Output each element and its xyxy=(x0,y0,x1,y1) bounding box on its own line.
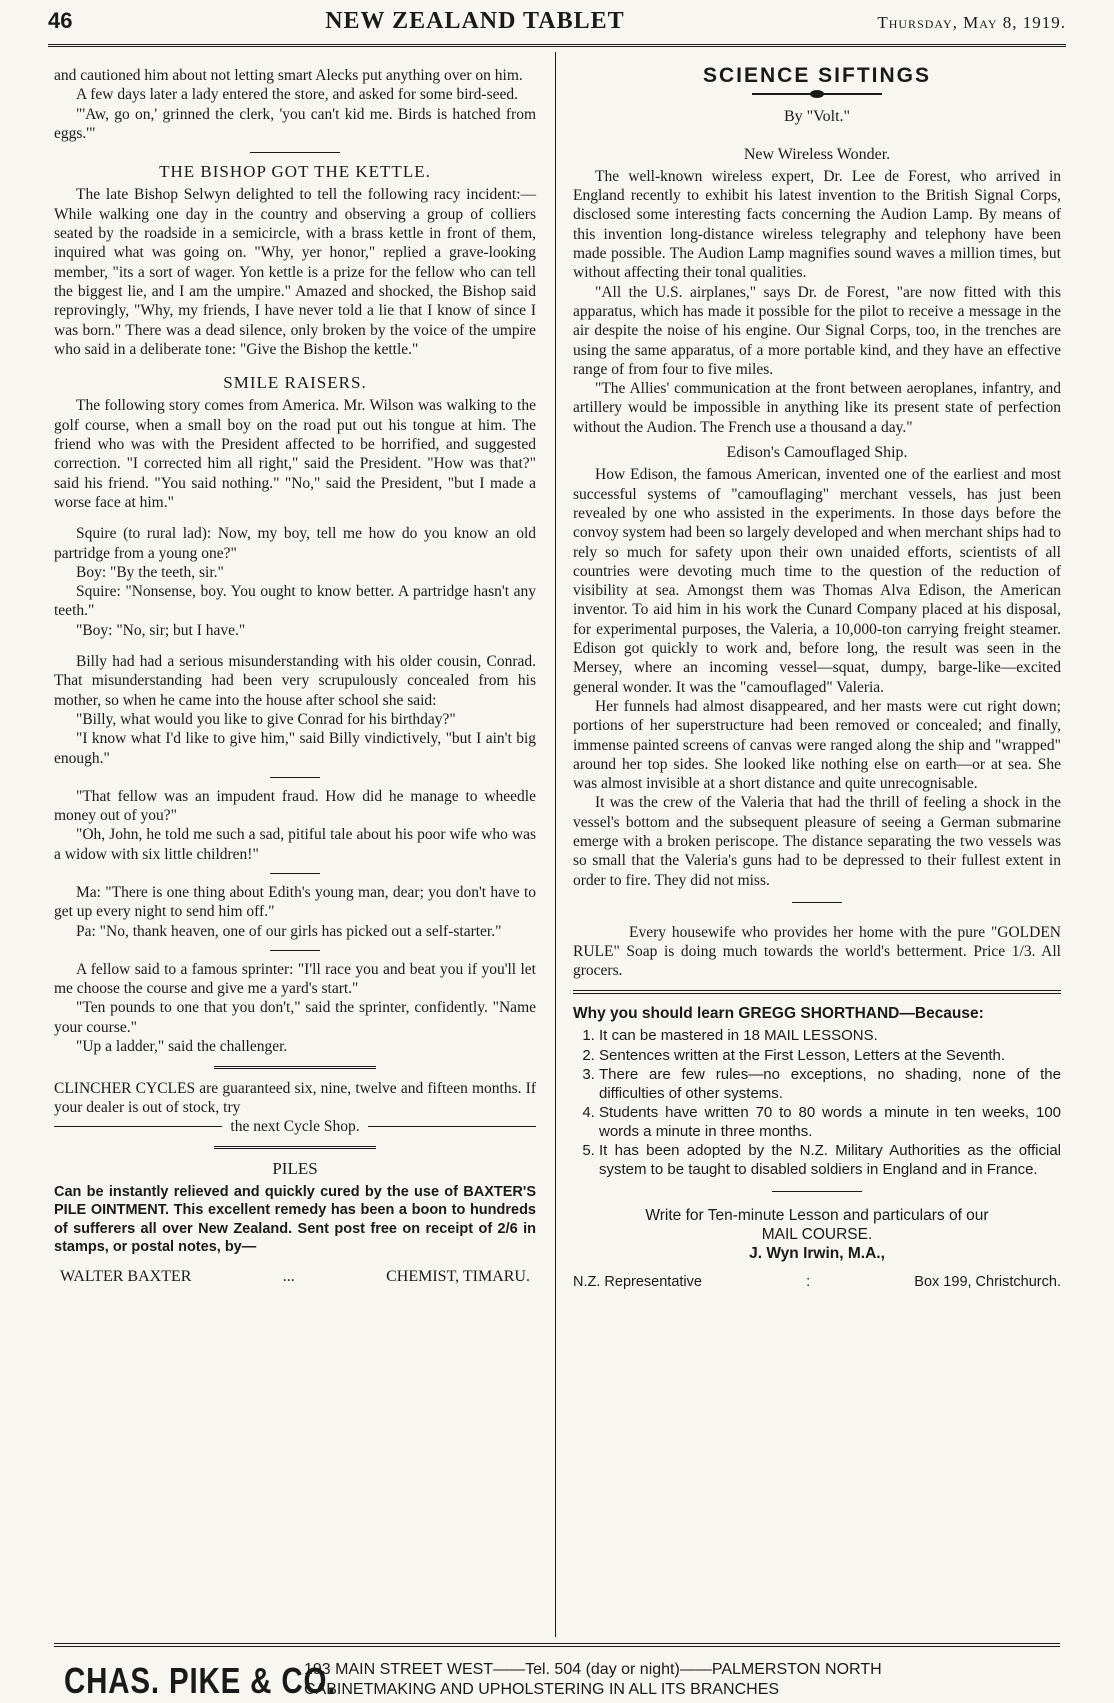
clincher-ad: CLINCHER CYCLES are guaranteed six, nine, twelve and fifteen months. If your dealer is out of stock, try xyxy=(54,1080,536,1117)
squire-line: "Boy: "No, sir; but I have." xyxy=(76,621,246,639)
list-item: 1. It can be mastered in 18 MAIL LESSONS. xyxy=(599,1027,1061,1046)
representative-name: J. Wyn Irwin, M.A., xyxy=(749,1245,885,1263)
sprinter-story: "Ten pounds to one that you don't," said the sprinter, confidently. "Name your course." xyxy=(54,999,536,1036)
divider xyxy=(214,1146,376,1149)
wireless-paragraph: "All the U.S. airplanes," says Dr. de Forest, "are now fitted with this apparatus, which has made it possible for the pilot to receive a message in the air despite the noise of his engine. Our Signal Corps, too, in the trenches are using the same apparatus, of a more portable kind, and they have an effective range of from four to five miles. xyxy=(573,283,1061,378)
representative-address: Box 199, Christchurch. xyxy=(914,1274,1061,1291)
column-divider xyxy=(555,52,556,1637)
ma-pa-story: Pa: "No, thank heaven, one of our girls has picked out a self-starter." xyxy=(76,922,502,940)
squire-line: Squire (to rural lad): Now, my boy, tell me how do you know an old partridge from a young one?" xyxy=(54,525,536,562)
footer-services: CABINETMAKING AND UPHOLSTERING IN ALL ITS BRANCHES xyxy=(304,1681,780,1698)
publication-title: NEW ZEALAND TABLET xyxy=(325,8,625,34)
baxter-signature xyxy=(54,1267,536,1286)
chas-pike-logo: CHAS. PIKE & CO. xyxy=(64,1660,337,1701)
list-item: 2. Sentences written at the First Lesson, Letters at the Seventh. xyxy=(599,1047,1061,1066)
footer-rule xyxy=(54,1643,1060,1647)
sprinter-story: "Up a ladder," said the challenger. xyxy=(76,1038,288,1056)
squire-line: Squire: "Nonsense, boy. You ought to know better. A partridge hasn't any teeth." xyxy=(54,583,536,620)
divider xyxy=(772,1191,862,1192)
gregg-heading: Why you should learn GREGG SHORTHAND—Because: xyxy=(573,1004,984,1022)
divider xyxy=(270,777,320,778)
list-item: 4. Students have written 70 to 80 words a minute in ten weeks, 100 words a minute in three months. xyxy=(599,1104,1061,1141)
billy-story: Billy had had a serious misunderstanding with his older cousin, Conrad. That misunderstanding had been very scrupulously concealed from his mother, so when he came into the house after school she said: xyxy=(54,653,536,709)
billy-story: "I know what I'd like to give him," said Billy vindictively, "but I ain't big enough." xyxy=(54,730,536,767)
page-number: 46 xyxy=(48,8,73,33)
right-column xyxy=(573,66,1061,1292)
wireless-heading: New Wireless Wonder. xyxy=(743,145,891,163)
intro-paragraph: and cautioned him about not letting smart Alecks put anything over on him. xyxy=(54,67,523,84)
baxter-place: CHEMIST, TIMARU. xyxy=(386,1267,530,1285)
representative-label: N.Z. Representative xyxy=(573,1274,702,1291)
left-column xyxy=(54,66,536,1286)
edison-heading: Edison's Camouflaged Ship. xyxy=(726,444,908,462)
divider xyxy=(792,902,842,903)
baxter-separator: ... xyxy=(282,1267,295,1285)
divider xyxy=(214,1066,376,1069)
edison-paragraph: Her funnels had almost disappeared, and her masts were cut right down; portions of her superstructure had been removed or concealed; and finally, immense painted screens of canvas were ranged along the ship and "wrapped" around her top sides. She looked like nothing else on earth—or at sea. She was almost invisible at a short distance and quite unrecognisable. xyxy=(573,697,1061,793)
sprinter-story: A fellow said to a famous sprinter: "I'll race you and beat you if you'll let me choose the course and give me a yard's start." xyxy=(54,960,536,998)
list-item: 5. It has been adopted by the N.Z. Military Authorities as the official system to be taught to disabled soldiers in England and in France. xyxy=(599,1142,1061,1179)
wireless-paragraph: The well-known wireless expert, Dr. Lee de Forest, who arrived in England recently to exhibit his latest invention to the British Signal Corps, disclosed some interesting facts concerning the Audion Lamp. By means of this invention long-distance wireless telegraphy and telephony have been made possible. The Audion Lamp magnifies sound waves a million times, but without affecting their tonal qualities. xyxy=(573,167,1061,282)
fraud-story: "That fellow was an impudent fraud. How did he manage to wheedle money out of you?" xyxy=(54,787,536,825)
piles-heading: PILES xyxy=(272,1159,318,1179)
bishop-story: The late Bishop Selwyn delighted to tell the following racy incident:—While walking one day in the country and observing a group of colliers seated by the roadside in a semicircle, with a brass kettle in front of them, inquired what was going on. "Why, yer honor," replied a grave-looking member, "its a sort of wager. Yon kettle is a prize for the fellow who can tell the biggest lie, and I am the umpire." Amazed and shocked, the Bishop said reprovingly, "Why, my friends, I have never told a lie that I know of since I was born." There was a dead silence, only broken by the voice of the umpire who said in a deliberate tone: "Give the Bishop the kettle." xyxy=(54,186,536,358)
ornament-divider xyxy=(752,93,882,95)
edison-paragraph: It was the crew of the Valeria that had the thrill of feeling a shock in the vessel's bottom and the subsequent pleasure of seeing a German submarine emerge with a broken periscope. The distance separating the two vessels was so small that the Valeria's guns had to be depressed to their fullest extent in order to fire. They did not miss. xyxy=(573,794,1061,889)
divider xyxy=(270,873,320,874)
mail-course-offer: Write for Ten-minute Lesson and particulars of our MAIL COURSE. J. Wyn Irwin, M.A., xyxy=(573,1206,1061,1263)
masthead xyxy=(48,8,1066,47)
piles-ad: Can be instantly relieved and quickly cured by the use of BAXTER'S PILE OINTMENT. This excellent remedy has been a boon to hundreds of sufferers all over New Zealand. Sent post free on receipt of 2/6 in stamps, or postal notes, by— xyxy=(54,1183,536,1256)
byline: By "Volt." xyxy=(783,108,851,126)
fraud-story: "Oh, John, he told me such a sad, pitiful tale about his poor wife who was a widow with six little children!" xyxy=(54,826,536,863)
issue-date: Thursday, May 8, 1919. xyxy=(877,13,1066,32)
intro-paragraph: "'Aw, go on,' grinned the clerk, 'you can't kid me. Birds is hatched from eggs.'" xyxy=(54,105,536,142)
gregg-reasons-list xyxy=(573,1027,1061,1179)
squire-line: Boy: "By the teeth, sir." xyxy=(76,563,224,581)
edison-paragraph: How Edison, the famous American, invented one of the earliest and most successful systems of "camouflaging" merchant vessels, has just been revealed by one who assisted in the experiments. In those days before the convoy system had been so largely developed and when merchant ships had to rely so much for safety upon their own unaided efforts, scientists of all countries were devoting much time to the question of the reduction of visibility at sea. Amongst them was Thomas Alva Edison, the American inventor. To aid him in his work the Cunard Company placed at his disposal, for experimental purposes, the Valeria, a 10,000-ton carrying freight steamer. Edison got quickly to work and, before long, the result was seen in the Mersey, where an incoming vessel—squat, dumpy, barge-like—excited general wonder. It was the "camouflaged" Valeria. xyxy=(573,466,1061,696)
ma-pa-story: Ma: "There is one thing about Edith's young man, dear; you don't have to get up every night to send him off." xyxy=(54,883,536,921)
baxter-name: WALTER BAXTER xyxy=(60,1267,192,1285)
smile-raisers-heading: SMILE RAISERS. xyxy=(223,373,367,393)
wireless-paragraph: "The Allies' communication at the front between aeroplanes, infantry, and artillery would be impossible in anything like its present state of perfection without the Audion. The French use a thousand a day." xyxy=(573,380,1061,436)
representative-separator: : xyxy=(806,1274,811,1291)
science-siftings-title: SCIENCE SIFTINGS xyxy=(702,64,932,87)
divider xyxy=(573,990,1061,994)
footer-address: 193 MAIN STREET WEST——Tel. 504 (day or night)——PALMERSTON NORTH xyxy=(304,1661,882,1678)
clincher-ad-tail: the next Cycle Shop. xyxy=(54,1117,536,1136)
billy-story: "Billy, what would you like to give Conrad for his birthday?" xyxy=(76,710,456,728)
footer-info xyxy=(304,1660,882,1700)
representative-line xyxy=(573,1273,1061,1292)
wilson-story: The following story comes from America. Mr. Wilson was walking to the golf course, when a small boy on the road put out his tongue at him. The friend who was with the President affected to be horrified, and suggested correction. "I corrected him all right," said the President. "How was that?" said his friend. "You said nothing." "No," said the President, "but I made a worse face at him." xyxy=(54,397,536,511)
footer-ad xyxy=(64,1660,1060,1702)
bishop-heading: THE BISHOP GOT THE KETTLE. xyxy=(159,162,431,182)
intro-paragraph: A few days later a lady entered the store, and asked for some bird-seed. xyxy=(76,86,519,104)
divider xyxy=(250,152,340,153)
list-item: 3. There are few rules—no exceptions, no shading, none of the difficulties of other systems. xyxy=(599,1066,1061,1103)
divider xyxy=(270,950,320,951)
golden-rule-soap-ad: Every housewife who provides her home with the pure "GOLDEN RULE" Soap is doing much towards the world's betterment. Price 1/3. All grocers. xyxy=(573,923,1061,979)
